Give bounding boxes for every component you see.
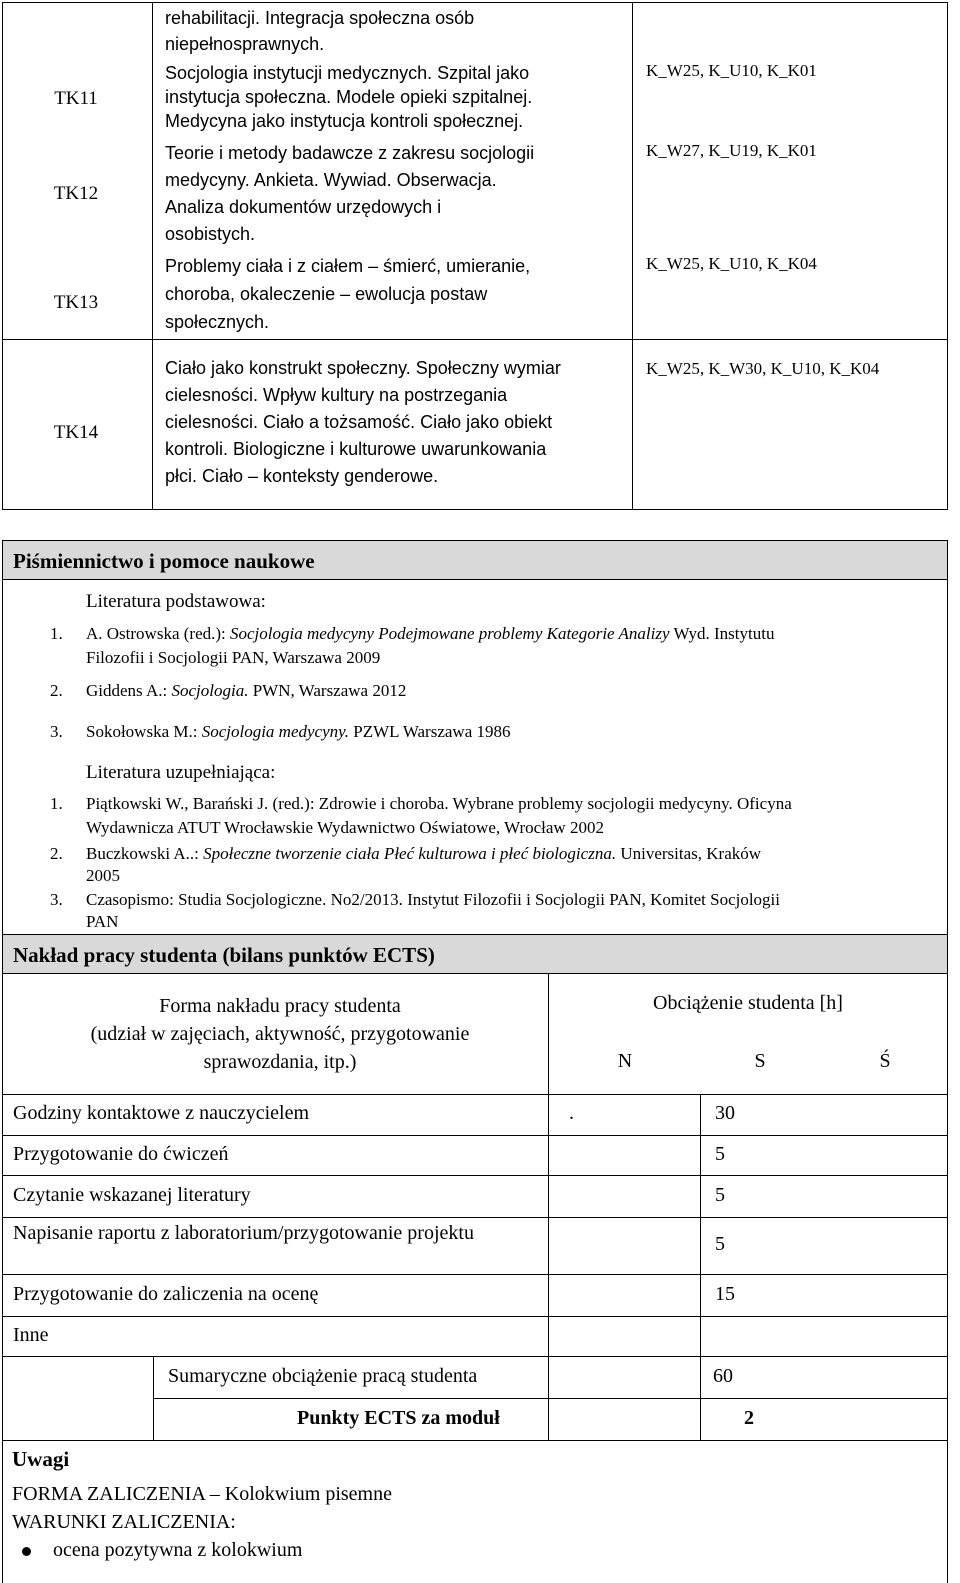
- header-line: sprawozdania, itp.): [203, 1051, 357, 1073]
- lit-text: A. Ostrowska (red.):: [86, 624, 230, 643]
- total-load-value: 60: [713, 1365, 733, 1387]
- topic-line: instytucja społeczna. Modele opieki szpitalnej.: [165, 87, 533, 107]
- row-label: Przygotowanie do zaliczenia na ocenę: [13, 1283, 319, 1305]
- basic-lit-item-1: [50, 622, 774, 646]
- topic-code-tk14: TK14: [53, 422, 99, 443]
- basic-lit-item-2: [50, 679, 406, 703]
- ects-row: [153, 1399, 948, 1440]
- lit-title: Socjologia medycyny Podejmowane problemy Kategorie Analizy: [230, 624, 670, 643]
- lit-title: Społeczne tworzenie ciała Płeć kulturowa i płeć biologiczna.: [203, 844, 617, 863]
- topic-line: medycyny. Ankieta. Wywiad. Obserwacja.: [165, 170, 497, 190]
- workload-row: [2, 1136, 948, 1176]
- notes-heading: Uwagi: [12, 1447, 70, 1471]
- topic-line: Teorie i metody badawcze z zakresu socjologii: [165, 143, 535, 163]
- total-load-label: Sumaryczne obciążenie pracą studenta: [168, 1365, 478, 1387]
- total-load-row: [153, 1357, 948, 1399]
- topic-line: społecznych.: [165, 312, 270, 332]
- notes-form-line: FORMA ZALICZENIA – Kolokwium pisemne: [12, 1483, 392, 1505]
- topic-text-tk14: [165, 355, 561, 490]
- topic-line: Medycyna jako instytucja kontroli społecznej.: [165, 111, 524, 131]
- col-s-header: S: [754, 1050, 766, 1072]
- basic-lit-item-3: [50, 720, 511, 744]
- col-sz-header: Ś: [879, 1050, 891, 1072]
- lit-text: Giddens A.:: [86, 681, 172, 700]
- header-line: Forma nakładu pracy studenta: [159, 995, 401, 1017]
- list-number: 3.: [50, 722, 63, 741]
- topic-line: Ciało jako konstrukt społeczny. Społeczny wymiar: [165, 358, 561, 378]
- lit-title: Socjologia medycyny.: [201, 722, 349, 741]
- lit-text: Piątkowski W., Barański J. (red.): Zdrowie i choroba. Wybrane problemy socjologii medycyny. Oficyna: [86, 794, 792, 813]
- topic-line: cielesności. Wpływ kultury na postrzegania: [165, 385, 508, 405]
- col-n-header: N: [617, 1050, 633, 1072]
- row-label: Inne: [13, 1324, 49, 1346]
- lit-title: Socjologia.: [171, 681, 249, 700]
- topic-code-tk11: TK11: [54, 88, 98, 109]
- supp-lit-item-1-cont: Wydawnicza ATUT Wrocławskie Wydawnictwo Oświatowe, Wrocław 2002: [86, 818, 604, 837]
- row-label: Godziny kontaktowe z nauczycielem: [13, 1102, 309, 1124]
- notes-bullet-item: [22, 1539, 302, 1562]
- topic-code-tk12: TK12: [53, 183, 99, 204]
- supp-lit-item-3: [50, 888, 780, 912]
- topic-line: rehabilitacji. Integracja społeczna osób: [165, 8, 475, 28]
- supplementary-literature-label: Literatura uzupełniająca:: [86, 762, 276, 783]
- topic-text-tk13: [165, 252, 530, 336]
- lit-text: Sokołowska M.:: [86, 722, 202, 741]
- topic-line: cielesności. Ciało a tożsamość. Ciało jako obiekt: [165, 412, 553, 432]
- row-label: Czytanie wskazanej literatury: [13, 1184, 251, 1206]
- bullet-text: ocena pozytywna z kolokwium: [53, 1539, 303, 1561]
- row-label: Przygotowanie do ćwiczeń: [13, 1143, 229, 1165]
- topic-line: Socjologia instytucji medycznych. Szpital jako: [165, 63, 530, 83]
- topic-effects-tk11: K_W25, K_U10, K_K01: [646, 61, 817, 80]
- literature-heading: Piśmiennictwo i pomoce naukowe: [2, 540, 948, 580]
- basic-literature-label: Literatura podstawowa:: [86, 591, 266, 612]
- ects-label: Punkty ECTS za moduł: [297, 1407, 500, 1429]
- topic-line: choroba, okaleczenie – ewolucja postaw: [165, 284, 488, 304]
- bullet-icon: [22, 1547, 31, 1556]
- list-number: 2.: [50, 844, 63, 863]
- workload-row: [2, 1317, 948, 1357]
- topic-text-tk12: [165, 140, 534, 248]
- workload-heading: Nakład pracy studenta (bilans punktów ECTS): [2, 934, 948, 974]
- topic-line: płci. Ciało – konteksty genderowe.: [165, 466, 439, 486]
- topic-text-continued: [165, 5, 474, 57]
- row-value-s: 5: [715, 1143, 725, 1165]
- list-number: 1.: [50, 794, 63, 813]
- ects-value: 2: [744, 1407, 754, 1429]
- basic-lit-item-1-cont: Filozofii i Socjologii PAN, Warszawa 2009: [86, 648, 381, 667]
- row-value-s: 5: [715, 1233, 725, 1255]
- workload-row: [2, 1176, 948, 1218]
- topic-text-tk11: [165, 61, 532, 133]
- lit-text: Wyd. Instytutu: [669, 624, 775, 643]
- topic-line: Analiza dokumentów urzędowych i: [165, 197, 442, 217]
- lit-text: Universitas, Kraków: [616, 844, 762, 863]
- topic-line: osobistych.: [165, 224, 256, 244]
- lit-text: PWN, Warszawa 2012: [248, 681, 407, 700]
- row-value-n: .: [569, 1102, 574, 1124]
- notes-conditions-line: WARUNKI ZALICZENIA:: [12, 1511, 236, 1533]
- load-column-header: Obciążenie studenta [h]: [653, 992, 843, 1014]
- topic-effects-tk14: K_W25, K_W30, K_U10, K_K04: [646, 359, 880, 378]
- row-label: Napisanie raportu z laboratorium/przygotowanie projektu: [13, 1222, 474, 1244]
- supp-lit-item-2: [50, 842, 761, 866]
- list-number: 2.: [50, 681, 63, 700]
- row-value-s: 30: [715, 1102, 735, 1124]
- form-column-header: [20, 992, 540, 1076]
- list-number: 3.: [50, 890, 63, 909]
- topic-line: Problemy ciała i z ciałem – śmierć, umieranie,: [165, 256, 531, 276]
- supp-lit-item-2-cont: 2005: [86, 866, 120, 885]
- row-value-s: 5: [715, 1184, 725, 1206]
- topic-line: niepełnosprawnych.: [165, 34, 325, 54]
- header-line: (udział w zajęciach, aktywność, przygotowanie: [90, 1023, 470, 1045]
- workload-row: [2, 1218, 948, 1275]
- lit-text: PZWL Warszawa 1986: [349, 722, 511, 741]
- list-number: 1.: [50, 624, 63, 643]
- topic-effects-tk12: K_W27, K_U19, K_K01: [646, 141, 817, 160]
- topic-line: kontroli. Biologiczne i kulturowe uwarunkowania: [165, 439, 547, 459]
- topic-code-tk13: TK13: [53, 292, 99, 313]
- lit-text: Buczkowski A..:: [86, 844, 204, 863]
- supp-lit-item-1: [50, 792, 792, 816]
- workload-row: [2, 1094, 948, 1136]
- lit-text: Czasopismo: Studia Socjologiczne. No2/2013. Instytut Filozofii i Socjologii PAN, Komitet Socjologii: [86, 890, 781, 909]
- row-value-s: 15: [715, 1283, 735, 1305]
- workload-row: [2, 1275, 948, 1317]
- supp-lit-item-3-cont: PAN: [86, 912, 119, 931]
- topic-effects-tk13: K_W25, K_U10, K_K04: [646, 254, 817, 273]
